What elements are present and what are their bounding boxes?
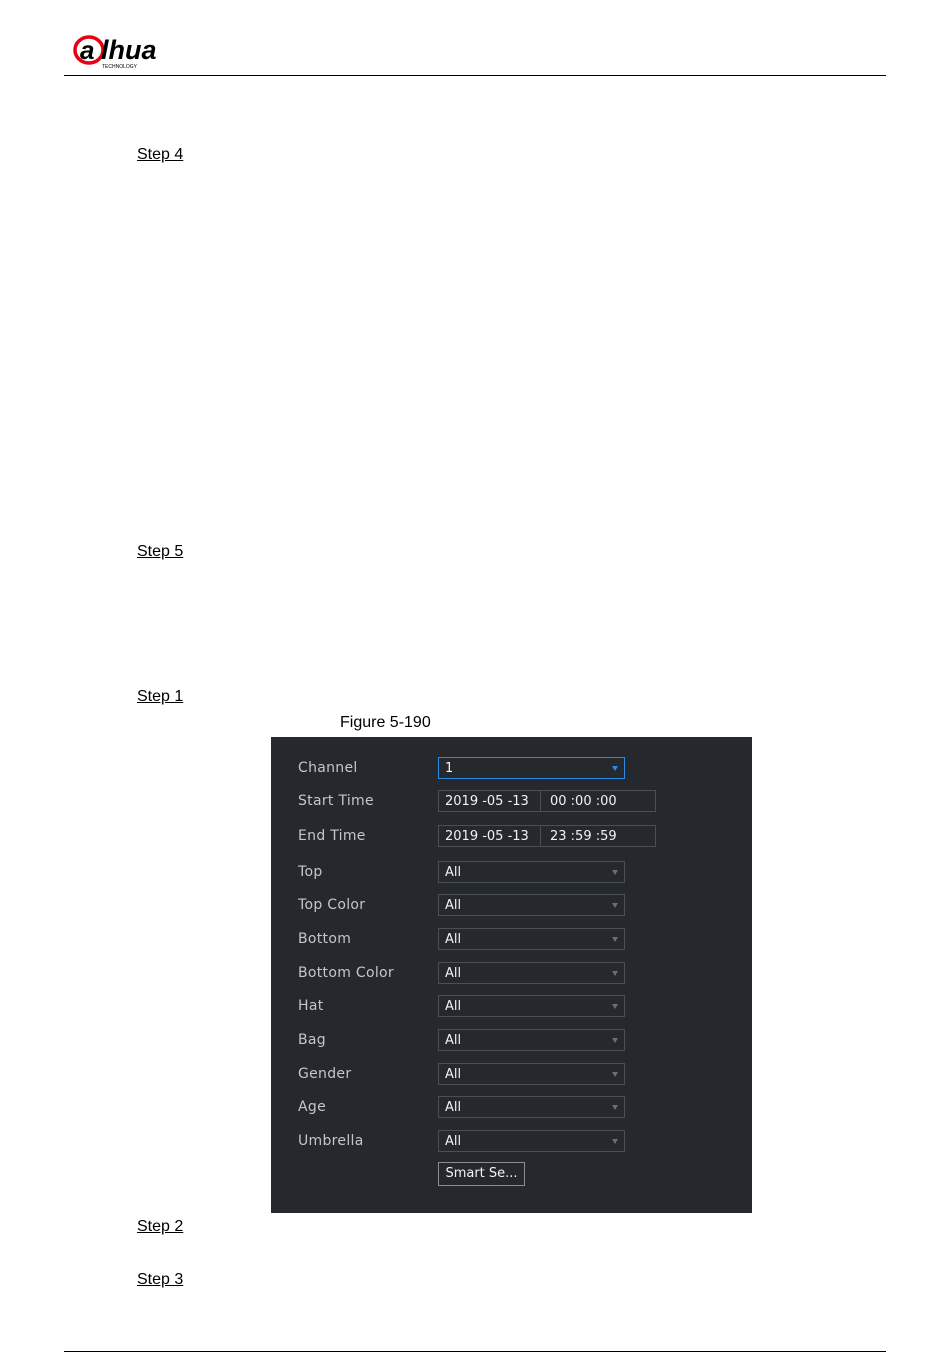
age-select[interactable]	[438, 1096, 625, 1118]
step-2-label: Step 2	[137, 1218, 184, 1235]
start-time-field[interactable]	[438, 790, 656, 812]
hat-row	[271, 995, 752, 1019]
date-time-divider	[540, 826, 541, 846]
umbrella-select[interactable]	[438, 1130, 625, 1152]
chevron-down-icon	[612, 1105, 618, 1110]
end-date-value[interactable]: 2019 -05 -13	[445, 829, 529, 844]
umbrella-label: Umbrella	[298, 1133, 364, 1149]
channel-select[interactable]	[438, 757, 625, 779]
bag-label: Bag	[298, 1032, 326, 1048]
start-time-value[interactable]: 00 :00 :00	[550, 794, 617, 809]
figure-caption: Figure 5-190	[340, 714, 431, 731]
chevron-down-icon	[612, 937, 618, 942]
umbrella-value: All	[445, 1134, 462, 1149]
top-color-value: All	[445, 898, 462, 913]
age-value: All	[445, 1100, 462, 1115]
top-color-select[interactable]	[438, 894, 625, 916]
start-time-row	[271, 790, 752, 814]
step-4-label: Step 4	[137, 146, 184, 163]
bottom-color-row	[271, 962, 752, 986]
bag-row	[271, 1029, 752, 1053]
svg-text:TECHNOLOGY: TECHNOLOGY	[102, 64, 138, 70]
hat-select[interactable]	[438, 995, 625, 1017]
top-value: All	[445, 865, 462, 880]
chevron-down-icon	[612, 971, 618, 976]
gender-value: All	[445, 1067, 462, 1082]
svg-text:lhua: lhua	[101, 35, 157, 65]
umbrella-row	[271, 1130, 752, 1154]
chevron-down-icon	[612, 1038, 618, 1043]
top-color-label: Top Color	[298, 897, 366, 913]
bottom-color-value: All	[445, 966, 462, 981]
end-time-field[interactable]	[438, 825, 656, 847]
chevron-down-icon	[612, 1139, 618, 1144]
gender-select[interactable]	[438, 1063, 625, 1085]
top-color-row	[271, 894, 752, 918]
chevron-down-icon	[612, 1072, 618, 1077]
channel-row	[271, 757, 752, 781]
top-select[interactable]	[438, 861, 625, 883]
end-time-value[interactable]: 23 :59 :59	[550, 829, 617, 844]
channel-value: 1	[445, 761, 454, 776]
step-1-label: Step 1	[137, 688, 184, 705]
footer-rule	[64, 1351, 886, 1352]
bottom-color-label: Bottom Color	[298, 965, 394, 981]
bottom-select[interactable]	[438, 928, 625, 950]
bag-value: All	[445, 1033, 462, 1048]
bag-select[interactable]	[438, 1029, 625, 1051]
age-row	[271, 1096, 752, 1120]
bottom-row	[271, 928, 752, 952]
bottom-color-select[interactable]	[438, 962, 625, 984]
start-time-label: Start Time	[298, 793, 374, 809]
gender-label: Gender	[298, 1066, 352, 1082]
svg-text:a: a	[80, 35, 95, 65]
hat-label: Hat	[298, 998, 324, 1014]
step-5-label: Step 5	[137, 543, 184, 560]
chevron-down-icon	[612, 870, 618, 875]
gender-row	[271, 1063, 752, 1087]
dahua-logo	[72, 34, 184, 70]
bottom-value: All	[445, 932, 462, 947]
hat-value: All	[445, 999, 462, 1014]
end-time-row	[271, 825, 752, 849]
channel-label: Channel	[298, 760, 358, 776]
header-rule	[64, 75, 886, 76]
chevron-down-icon	[612, 1004, 618, 1009]
date-time-divider	[540, 791, 541, 811]
top-row	[271, 861, 752, 885]
step-3-label: Step 3	[137, 1271, 184, 1288]
age-label: Age	[298, 1099, 326, 1115]
chevron-down-icon	[612, 766, 618, 771]
start-date-value[interactable]: 2019 -05 -13	[445, 794, 529, 809]
smart-search-button[interactable]: Smart Se...	[438, 1162, 525, 1186]
top-label: Top	[298, 864, 323, 880]
chevron-down-icon	[612, 903, 618, 908]
smart-search-panel	[271, 737, 752, 1213]
end-time-label: End Time	[298, 828, 366, 844]
bottom-label: Bottom	[298, 931, 352, 947]
